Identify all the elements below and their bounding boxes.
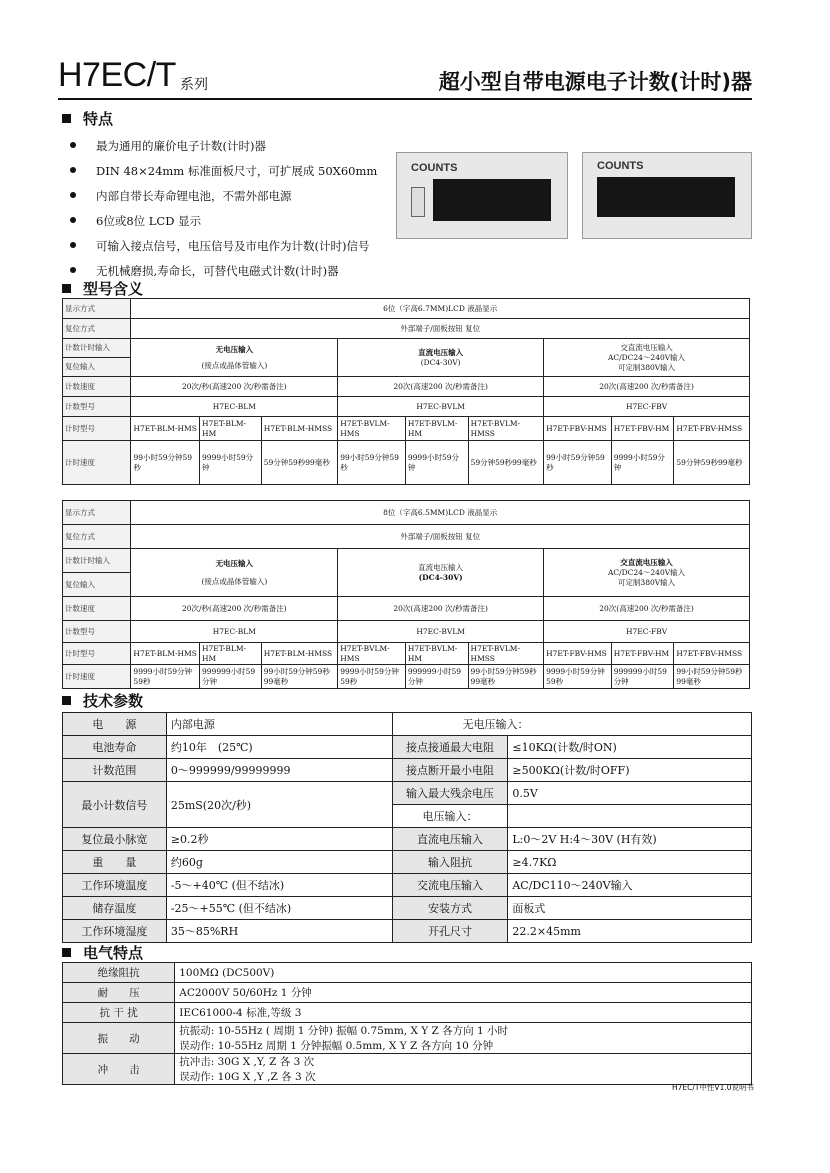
param-value: 22.2×45mm <box>508 920 752 943</box>
param-label: 输入最大残余电压 <box>392 782 508 805</box>
feature-text: 可输入接点信号，电压信号及市电作为计数(计时)信号 <box>96 239 370 253</box>
timer-speed-cell: 99小时59分钟59秒99毫秒 <box>261 665 338 689</box>
row-label: 显示方式 <box>63 299 131 319</box>
counter-model-cell: H7EC-FBV <box>544 397 750 417</box>
speed-cell: 20次(高速200 次/秒需备注) <box>544 377 750 397</box>
feature-text: 内部自带长寿命锂电池，不需外部电源 <box>96 189 292 203</box>
counter-model-cell: H7EC-BLM <box>131 621 338 643</box>
param-label: 开孔尺寸 <box>392 920 508 943</box>
timer-model-cell: H7ET-FBV-HM <box>611 643 674 665</box>
section-electrical <box>62 942 143 963</box>
section-title: 技术参数 <box>83 692 144 710</box>
param-value: 25mS(20次/秒) <box>166 782 392 828</box>
input-type-title: 直流电压输入 <box>418 562 464 572</box>
param-line: 抗冲击: 30G X ,Y, Z 各 3 次 <box>179 1056 315 1068</box>
section-title: 电气特点 <box>83 944 144 962</box>
param-value: 35～85%RH <box>166 920 392 943</box>
param-value: -5～+40℃ (但不结冰) <box>166 874 392 897</box>
param-label: 电池寿命 <box>63 736 167 759</box>
timer-speed-cell: 9999小时59分钟 <box>611 441 674 485</box>
param-value <box>175 1023 752 1054</box>
row-label: 复位输入 <box>63 358 131 377</box>
timer-model-cell: H7ET-FBV-HMSS <box>674 417 750 441</box>
param-value <box>508 805 752 828</box>
section-bullet-icon <box>62 284 71 293</box>
series-label: 系列 <box>180 77 208 93</box>
param-value: 约60g <box>166 851 392 874</box>
input-type-note: 可定制380V输入 <box>617 577 676 587</box>
timer-model-cell: H7ET-BLM-HM <box>200 417 262 441</box>
param-value: AC/DC110～240V输入 <box>508 874 752 897</box>
header-rule <box>58 98 752 100</box>
param-value: AC2000V 50/60Hz 1 分钟 <box>175 983 752 1003</box>
timer-model-cell: H7ET-FBV-HMS <box>544 643 612 665</box>
electrical-table <box>62 962 752 1085</box>
timer-model-cell: H7ET-BLM-HMS <box>131 417 200 441</box>
param-value: 面板式 <box>508 897 752 920</box>
row-label: 计数型号 <box>63 397 131 417</box>
feature-text: 无机械磨损,寿命长，可替代电磁式计数(计时)器 <box>96 264 339 278</box>
timer-model-cell: H7ET-BVLM-HMSS <box>468 417 544 441</box>
param-value <box>175 1054 752 1085</box>
param-label: 接点接通最大电阻 <box>392 736 508 759</box>
section-title: 型号含义 <box>83 280 144 298</box>
param-label: 计数范围 <box>63 759 167 782</box>
param-value: ≤10KΩ(计数/时ON) <box>508 736 752 759</box>
speed-cell: 20次(高速200 次/秒需备注) <box>338 597 544 621</box>
section-bullet-icon <box>62 696 71 705</box>
row-label: 计时型号 <box>63 643 131 665</box>
section-bullet-icon <box>62 948 71 957</box>
timer-speed-cell: 59分钟59秒99毫秒 <box>261 441 338 485</box>
tech-params-table <box>62 712 752 943</box>
param-value: 0～999999/99999999 <box>166 759 392 782</box>
row-label: 计时速度 <box>63 441 131 485</box>
param-value: 100MΩ (DC500V) <box>175 963 752 983</box>
feature-item <box>70 213 201 229</box>
reset-mode-value: 外部端子/面板按钮 复位 <box>131 525 750 549</box>
input-type-cell <box>338 549 544 597</box>
feature-item <box>70 138 266 154</box>
product-title: 超小型自带电源电子计数(计时)器 <box>438 70 752 94</box>
row-label: 计数速度 <box>63 377 131 397</box>
row-label: 计数计时输入 <box>63 339 131 358</box>
param-label: 耐 压 <box>63 983 175 1003</box>
section-features <box>62 108 113 129</box>
input-type-note: AC/DC24～240V输入 <box>607 352 686 362</box>
param-label: 绝缘阻抗 <box>63 963 175 983</box>
feature-item <box>70 163 377 179</box>
timer-model-cell: H7ET-BLM-HMSS <box>261 417 338 441</box>
param-label: 电 源 <box>63 713 167 736</box>
timer-speed-cell: 99小时59分钟59秒99毫秒 <box>674 665 750 689</box>
param-value: 内部电源 <box>166 713 392 736</box>
param-value: ≥4.7KΩ <box>508 851 752 874</box>
input-type-cell <box>131 549 338 597</box>
input-type-cell <box>131 339 338 377</box>
input-type-note: (接点或晶体管输入) <box>201 576 268 586</box>
counter-model-cell: H7EC-BVLM <box>338 621 544 643</box>
timer-speed-cell: 99小时59分钟59秒 <box>131 441 200 485</box>
input-type-note: 可定制380V输入 <box>617 362 676 372</box>
timer-speed-cell: 99小时59分钟59秒99毫秒 <box>468 665 544 689</box>
bullet-icon <box>70 192 76 198</box>
input-type-note: (接点或晶体管输入) <box>201 360 268 370</box>
row-label: 显示方式 <box>63 501 131 525</box>
param-label: 交流电压输入 <box>392 874 508 897</box>
row-label: 计数计时输入 <box>63 549 131 573</box>
input-type-cell <box>544 549 750 597</box>
display-value: 8位（字高6.5MM)LCD 液晶显示 <box>131 501 750 525</box>
param-value: IEC61000-4 标准,等级 3 <box>175 1003 752 1023</box>
speed-cell: 20次/秒(高速200 次/秒需备注) <box>131 377 338 397</box>
param-label: 输入阻抗 <box>392 851 508 874</box>
timer-speed-cell: 99小时59分钟59秒 <box>544 441 612 485</box>
timer-model-cell: H7ET-BLM-HMSS <box>261 643 338 665</box>
timer-speed-cell: 9999小时59分钟 <box>405 441 468 485</box>
counter-model-cell: H7EC-BLM <box>131 397 338 417</box>
param-label: 冲 击 <box>63 1054 175 1085</box>
model-title: H7EC/T <box>58 56 176 94</box>
row-label: 计数型号 <box>63 621 131 643</box>
speed-cell: 20次(高速200 次/秒需备注) <box>338 377 544 397</box>
param-label: 工作环境湿度 <box>63 920 167 943</box>
bullet-icon <box>70 142 76 148</box>
row-label: 复位方式 <box>63 319 131 339</box>
row-label: 复位输入 <box>63 573 131 597</box>
input-type-cell <box>338 339 544 377</box>
timer-model-cell: H7ET-BLM-HM <box>200 643 262 665</box>
display-value: 6位（字高6.7MM)LCD 液晶显示 <box>131 299 750 319</box>
timer-speed-cell: 9999小时59分钟59秒 <box>338 665 406 689</box>
param-value: ≥0.2秒 <box>166 828 392 851</box>
timer-model-cell: H7ET-BLM-HMS <box>131 643 200 665</box>
timer-speed-cell: 99小时59分钟59秒 <box>338 441 406 485</box>
bullet-icon <box>70 242 76 248</box>
input-type-title: 无电压输入 <box>215 558 254 568</box>
input-type-title: 直流电压输入 <box>418 347 464 357</box>
device-label: COUNTS <box>597 160 644 172</box>
model-table-8digit <box>62 500 750 689</box>
input-type-note: AC/DC24～240V输入 <box>607 567 686 577</box>
param-label: 重 量 <box>63 851 167 874</box>
param-line: 误动作: 10G X ,Y ,Z 各 3 次 <box>179 1071 316 1083</box>
footer-doc-id: H7EC/T中性V1.0说明书 <box>671 1083 754 1092</box>
param-label: 接点断开最小电阻 <box>392 759 508 782</box>
param-label: 储存温度 <box>63 897 167 920</box>
param-label: 最小计数信号 <box>63 782 167 828</box>
row-label: 计时速度 <box>63 665 131 689</box>
bullet-icon <box>70 167 76 173</box>
timer-speed-cell: 999999小时59分钟 <box>611 665 674 689</box>
param-label: 振 动 <box>63 1023 175 1054</box>
speed-cell: 20次/秒(高速200 次/秒需备注) <box>131 597 338 621</box>
timer-speed-cell: 9999小时59分钟 <box>200 441 262 485</box>
timer-speed-cell: 59分钟59秒99毫秒 <box>674 441 750 485</box>
feature-text: 6位或8位 LCD 显示 <box>96 214 202 228</box>
input-type-title: 交直流电压输入 <box>620 557 673 567</box>
timer-speed-cell: 9999小时59分钟59秒 <box>131 665 200 689</box>
model-table-6digit <box>62 298 750 485</box>
section-tech <box>62 690 143 711</box>
param-label: 工作环境温度 <box>63 874 167 897</box>
bullet-icon <box>70 217 76 223</box>
param-label: 复位最小脉宽 <box>63 828 167 851</box>
timer-speed-cell: 999999小时59分钟 <box>405 665 468 689</box>
feature-item <box>70 263 339 279</box>
timer-speed-cell: 59分钟59秒99毫秒 <box>468 441 544 485</box>
reset-mode-value: 外部端子/面板按钮 复位 <box>131 319 750 339</box>
param-label: 抗 干 扰 <box>63 1003 175 1023</box>
row-label: 计数速度 <box>63 597 131 621</box>
timer-model-cell: H7ET-FBV-HMSS <box>674 643 750 665</box>
feature-text: DIN 48×24mm 标准面板尺寸，可扩展成 50X60mm <box>96 164 378 178</box>
timer-speed-cell: 9999小时59分钟59秒 <box>544 665 612 689</box>
param-line: 抗振动: 10-55Hz ( 周期 1 分钟) 振幅 0.75mm, X Y Z 各方向 1 小时 <box>179 1025 509 1037</box>
input-type-note: (DC4-30V) <box>418 572 463 582</box>
param-label: 直流电压输入 <box>392 828 508 851</box>
timer-model-cell: H7ET-BVLM-HM <box>405 417 468 441</box>
param-label: 安装方式 <box>392 897 508 920</box>
section-bullet-icon <box>62 114 71 123</box>
feature-text: 最为通用的廉价电子计数(计时)器 <box>96 139 266 153</box>
param-group-label: 无电压输入： <box>392 713 751 736</box>
reset-button-icon <box>411 187 425 217</box>
lcd-screen <box>597 177 735 217</box>
timer-model-cell: H7ET-BVLM-HMS <box>338 643 406 665</box>
device-image-8digit <box>582 152 752 239</box>
feature-item <box>70 188 292 204</box>
param-value: L:0～2V H:4～30V (H有效) <box>508 828 752 851</box>
param-line: 误动作: 10-55Hz 周期 1 分钟振幅 0.5mm, X Y Z 各方向 10 分钟 <box>179 1040 494 1052</box>
param-value: ≥500KΩ(计数/时OFF) <box>508 759 752 782</box>
speed-cell: 20次(高速200 次/秒需备注) <box>544 597 750 621</box>
param-value: -25～+55℃ (但不结冰) <box>166 897 392 920</box>
timer-speed-cell: 999999小时59分钟 <box>200 665 262 689</box>
device-label: COUNTS <box>411 162 458 174</box>
param-value: 约10年 (25℃) <box>166 736 392 759</box>
param-value: 0.5V <box>508 782 752 805</box>
timer-model-cell: H7ET-FBV-HM <box>611 417 674 441</box>
param-group-label: 电压输入： <box>392 805 508 828</box>
timer-model-cell: H7ET-FBV-HMS <box>544 417 612 441</box>
section-title: 特点 <box>83 110 114 128</box>
counter-model-cell: H7EC-BVLM <box>338 397 544 417</box>
lcd-screen <box>433 179 551 221</box>
timer-model-cell: H7ET-BVLM-HMSS <box>468 643 544 665</box>
input-type-note: (DC4-30V) <box>420 357 461 367</box>
bullet-icon <box>70 267 76 273</box>
row-label: 复位方式 <box>63 525 131 549</box>
section-model-meaning <box>62 278 143 299</box>
timer-model-cell: H7ET-BVLM-HMS <box>338 417 406 441</box>
device-image-6digit <box>396 152 568 239</box>
input-type-title: 交直流电压输入 <box>620 342 673 352</box>
timer-model-cell: H7ET-BVLM-HM <box>405 643 468 665</box>
input-type-cell <box>544 339 750 377</box>
feature-item <box>70 238 369 254</box>
row-label: 计时型号 <box>63 417 131 441</box>
input-type-title: 无电压输入 <box>215 344 254 354</box>
counter-model-cell: H7EC-FBV <box>544 621 750 643</box>
